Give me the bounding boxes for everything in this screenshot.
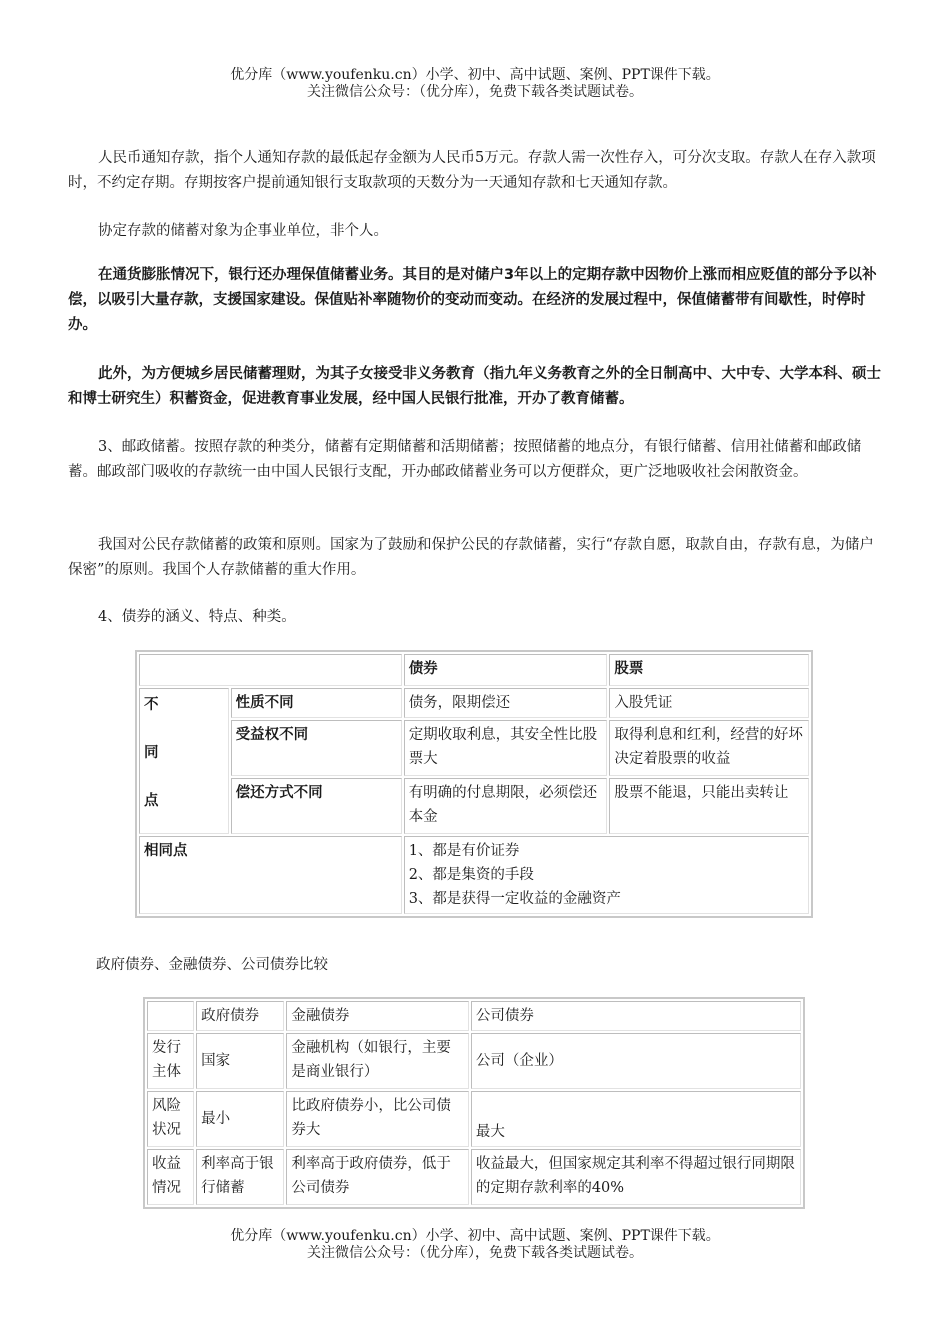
paragraph-education-savings: 此外，为方便城乡居民储蓄理财，为其子女接受非义务教育（指九年义务教育之外的全日制高中、大中专、大学本科、硕士和博士研究生）积蓄资金，促进教育事业发展，经中国人民银行批准，开办了教育储蓄。 [68, 366, 881, 407]
section-heading-bonds: 4、债券的涵义、特点、种类。 [98, 609, 296, 625]
table-header-bond: 债券 [404, 654, 608, 686]
section-heading-bond-types: 政府债券、金融债券、公司债券比较 [96, 957, 328, 973]
bond-benefit-right: 定期收取利息，其安全性比股票大 [404, 720, 608, 776]
table2-header-fin: 金融债券 [286, 1001, 469, 1031]
bond-repayment: 有明确的付息期限，必须偿还本金 [404, 778, 608, 834]
similarity-item: 1、都是有价证券 [408, 843, 520, 859]
bond-types-comparison-table [143, 997, 805, 1209]
footer-line-1: 优分库（www.youfenku.cn）小学、初中、高中试题、案例、PPT课件下载。 [230, 1228, 720, 1244]
table-header-stock: 股票 [609, 654, 809, 686]
row-label-return: 收益情况 [147, 1149, 194, 1205]
paragraph-value-preserving-savings: 在通货膨胀情况下，银行还办理保值储蓄业务。其目的是对储户3年以上的定期存款中因物价上涨而相应贬值的部分予以补偿，以吸引大量存款，支援国家建设。保值贴补率随物价的变动而变动。在经济的发展过程中，保值储蓄带有间歇性，时停时办。 [68, 267, 877, 333]
return-gov: 利率高于银行储蓄 [196, 1149, 284, 1205]
differences-label [139, 688, 229, 834]
diff-char-1: 不 [144, 697, 159, 713]
issuer-gov: 国家 [196, 1033, 284, 1089]
table2-header-empty [147, 1001, 194, 1031]
return-fin: 利率高于政府债券，低于公司债券 [286, 1149, 469, 1205]
stock-nature: 入股凭证 [609, 688, 809, 718]
diff-char-2: 同 [144, 745, 159, 761]
risk-gov: 最小 [196, 1091, 284, 1147]
paragraph-notice-deposit: 人民币通知存款，指个人通知存款的最低起存金额为人民币5万元。存款人需一次性存入，可分次支取。存款人在存入款项时，不约定存期。存期按客户提前通知银行支取款项的天数分为一天通知存款和七天通知存款。 [68, 150, 876, 191]
issuer-corp: 公司（企业） [471, 1033, 801, 1089]
return-corp: 收益最大，但国家规定其利率不得超过银行同期限的定期存款利率的40% [471, 1149, 801, 1205]
aspect-nature: 性质不同 [231, 688, 402, 718]
page-footer [0, 1228, 950, 1262]
header-line-2: 关注微信公众号：（优分库），免费下载各类试题试卷。 [307, 84, 643, 100]
risk-fin: 比政府债券小，比公司债券大 [286, 1091, 469, 1147]
row-label-risk: 风险状况 [147, 1091, 194, 1147]
similarities-list [404, 836, 809, 914]
similarity-item: 3、都是获得一定收益的金融资产 [408, 891, 621, 907]
bond-stock-comparison-table [135, 650, 813, 918]
header-line-1: 优分库（www.youfenku.cn）小学、初中、高中试题、案例、PPT课件下载。 [230, 67, 720, 83]
paragraph-savings-policy: 我国对公民存款储蓄的政策和原则。国家为了鼓励和保护公民的存款储蓄，实行“存款自愿，取款自由，存款有息，为储户保密”的原则。我国个人存款储蓄的重大作用。 [68, 537, 874, 578]
footer-line-2: 关注微信公众号：（优分库），免费下载各类试题试卷。 [307, 1245, 643, 1261]
row-label-issuer: 发行主体 [147, 1033, 194, 1089]
table-header-empty [139, 654, 402, 686]
paragraph-postal-savings: 3、邮政储蓄。按照存款的种类分，储蓄有定期储蓄和活期储蓄；按照储蓄的地点分，有银行储蓄、信用社储蓄和邮政储蓄。邮政部门吸收的存款统一由中国人民银行支配，开办邮政储蓄业务可以方便群众，更广泛地吸收社会闲散资金。 [68, 439, 862, 480]
table2-header-gov: 政府债券 [196, 1001, 284, 1031]
aspect-benefit-right: 受益权不同 [231, 720, 402, 776]
risk-corp: 最大 [471, 1091, 801, 1147]
stock-repayment: 股票不能退，只能出卖转让 [609, 778, 809, 834]
stock-benefit-right: 取得利息和红利，经营的好坏决定着股票的收益 [609, 720, 809, 776]
diff-char-3: 点 [144, 793, 159, 809]
aspect-repayment: 偿还方式不同 [231, 778, 402, 834]
paragraph-agreement-deposit: 协定存款的储蓄对象为企事业单位，非个人。 [98, 223, 388, 239]
issuer-fin: 金融机构（如银行，主要是商业银行） [286, 1033, 469, 1089]
similarity-item: 2、都是集资的手段 [408, 867, 534, 883]
similarities-label: 相同点 [139, 836, 402, 914]
table2-header-corp: 公司债券 [471, 1001, 801, 1031]
bond-nature: 债务，限期偿还 [404, 688, 608, 718]
page-header [0, 67, 950, 101]
